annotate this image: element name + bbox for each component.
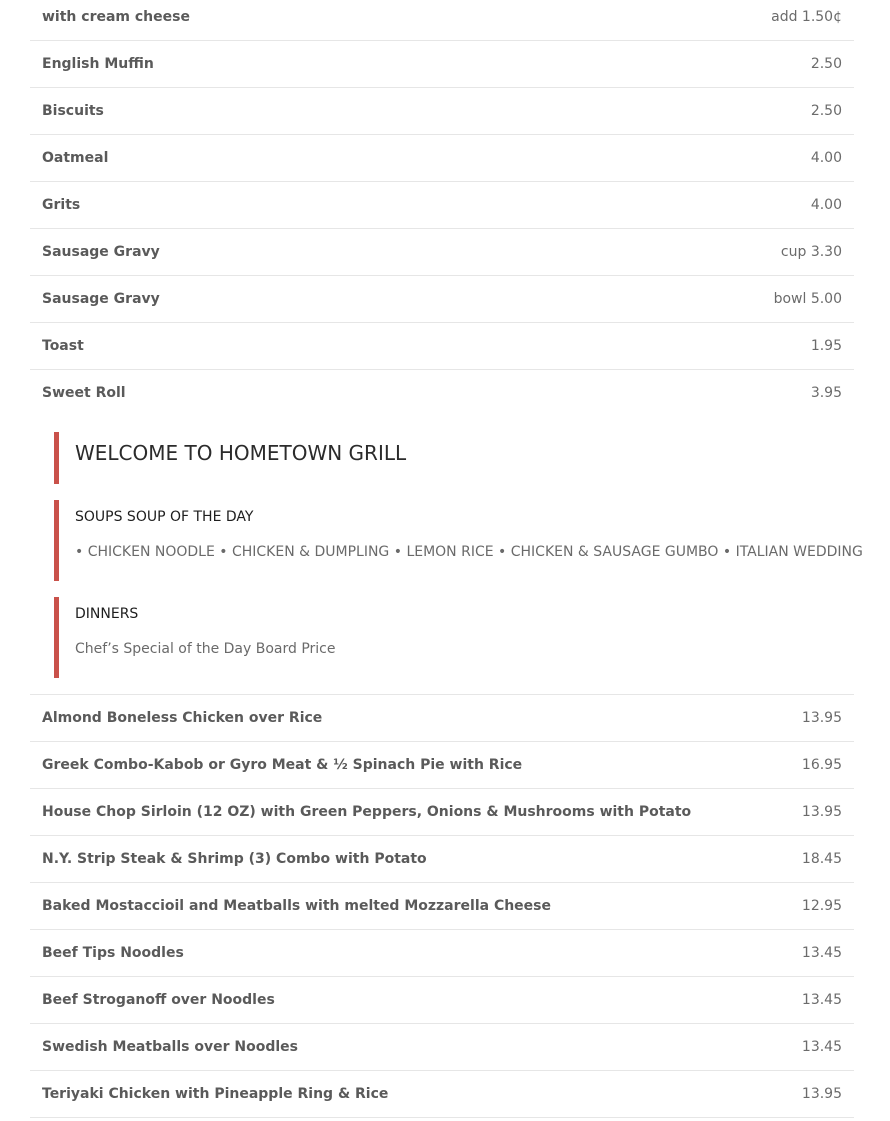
menu-item-row bbox=[30, 370, 854, 416]
menu-item-name: Sausage Gravy bbox=[42, 244, 160, 260]
menu-item-name: Biscuits bbox=[42, 103, 104, 119]
menu-item-row bbox=[30, 323, 854, 370]
menu-item-price: 2.50 bbox=[810, 56, 842, 72]
menu-item-name: Greek Combo-Kabob or Gyro Meat & ½ Spinach Pie with Rice bbox=[42, 757, 523, 773]
menu-item-row bbox=[30, 1071, 854, 1118]
menu-item-price: 4.00 bbox=[810, 197, 842, 213]
menu-item-price: 12.95 bbox=[801, 898, 842, 914]
menu-item-price: add 1.50¢ bbox=[771, 9, 842, 25]
menu-item-row bbox=[30, 836, 854, 883]
menu-item-name: Grits bbox=[42, 197, 81, 213]
menu-item-row bbox=[30, 930, 854, 977]
menu-item-name: Swedish Meatballs over Noodles bbox=[42, 1039, 298, 1055]
welcome-title: WELCOME TO HOMETOWN GRILL bbox=[75, 441, 407, 465]
menu-item-price: 4.00 bbox=[810, 150, 842, 166]
menu-item-name: Almond Boneless Chicken over Rice bbox=[42, 710, 323, 726]
soups-heading: SOUPS SOUP OF THE DAY bbox=[75, 509, 254, 525]
menu-item-row bbox=[30, 789, 854, 836]
menu-item-price: 13.95 bbox=[801, 710, 842, 726]
menu-item-row bbox=[30, 694, 854, 742]
menu-item-price: bowl 5.00 bbox=[773, 291, 842, 307]
menu-item-row bbox=[30, 0, 854, 41]
menu-item-price: 13.95 bbox=[801, 804, 842, 820]
menu-item-row bbox=[30, 182, 854, 229]
welcome-section bbox=[54, 432, 890, 484]
menu-item-row bbox=[30, 88, 854, 135]
dinners-special-text: Chef’s Special of the Day Board Price bbox=[75, 641, 336, 657]
menu-item-row bbox=[30, 276, 854, 323]
menu-item-row bbox=[30, 883, 854, 930]
menu-item-price: 2.50 bbox=[810, 103, 842, 119]
menu-item-name: Oatmeal bbox=[42, 150, 109, 166]
menu-item-name: with cream cheese bbox=[42, 9, 190, 25]
menu-item-name: Baked Mostaccioil and Meatballs with melted Mozzarella Cheese bbox=[42, 898, 552, 914]
menu-item-price: 18.45 bbox=[801, 851, 842, 867]
dinner-items-list bbox=[30, 694, 854, 1118]
menu-item-name: Sausage Gravy bbox=[42, 291, 160, 307]
breakfast-sides-list bbox=[30, 0, 854, 416]
menu-item-name: Toast bbox=[42, 338, 84, 354]
menu-item-row bbox=[30, 135, 854, 182]
menu-item-price: 16.95 bbox=[801, 757, 842, 773]
menu-item-price: 13.45 bbox=[801, 1039, 842, 1055]
menu-item-price: 1.95 bbox=[810, 338, 842, 354]
dinners-section bbox=[54, 597, 890, 678]
menu-item-row bbox=[30, 41, 854, 88]
menu-item-name: Beef Tips Noodles bbox=[42, 945, 184, 961]
menu-item-row bbox=[30, 742, 854, 789]
soups-section bbox=[54, 500, 890, 581]
menu-item-name: Teriyaki Chicken with Pineapple Ring & Rice bbox=[42, 1086, 389, 1102]
menu-item-price: 13.95 bbox=[801, 1086, 842, 1102]
menu-item-price: 13.45 bbox=[801, 945, 842, 961]
dinners-heading: DINNERS bbox=[75, 606, 139, 622]
menu-item-price: cup 3.30 bbox=[780, 244, 842, 260]
menu-item-row bbox=[30, 1024, 854, 1071]
menu-item-row bbox=[30, 229, 854, 276]
menu-item-name: English Muffin bbox=[42, 56, 154, 72]
menu-item-name: Sweet Roll bbox=[42, 385, 126, 401]
menu-item-row bbox=[30, 977, 854, 1024]
soups-list-text: • CHICKEN NOODLE • CHICKEN & DUMPLING • LEMON RICE • CHICKEN & SAUSAGE GUMBO • ITALIAN WEDDING bbox=[75, 544, 863, 560]
menu-item-name: Beef Stroganoff over Noodles bbox=[42, 992, 275, 1008]
menu-item-price: 13.45 bbox=[801, 992, 842, 1008]
menu-item-name: N.Y. Strip Steak & Shrimp (3) Combo with Potato bbox=[42, 851, 427, 867]
menu-item-name: House Chop Sirloin (12 OZ) with Green Peppers, Onions & Mushrooms with Potato bbox=[42, 804, 692, 820]
menu-item-price: 3.95 bbox=[810, 385, 842, 401]
